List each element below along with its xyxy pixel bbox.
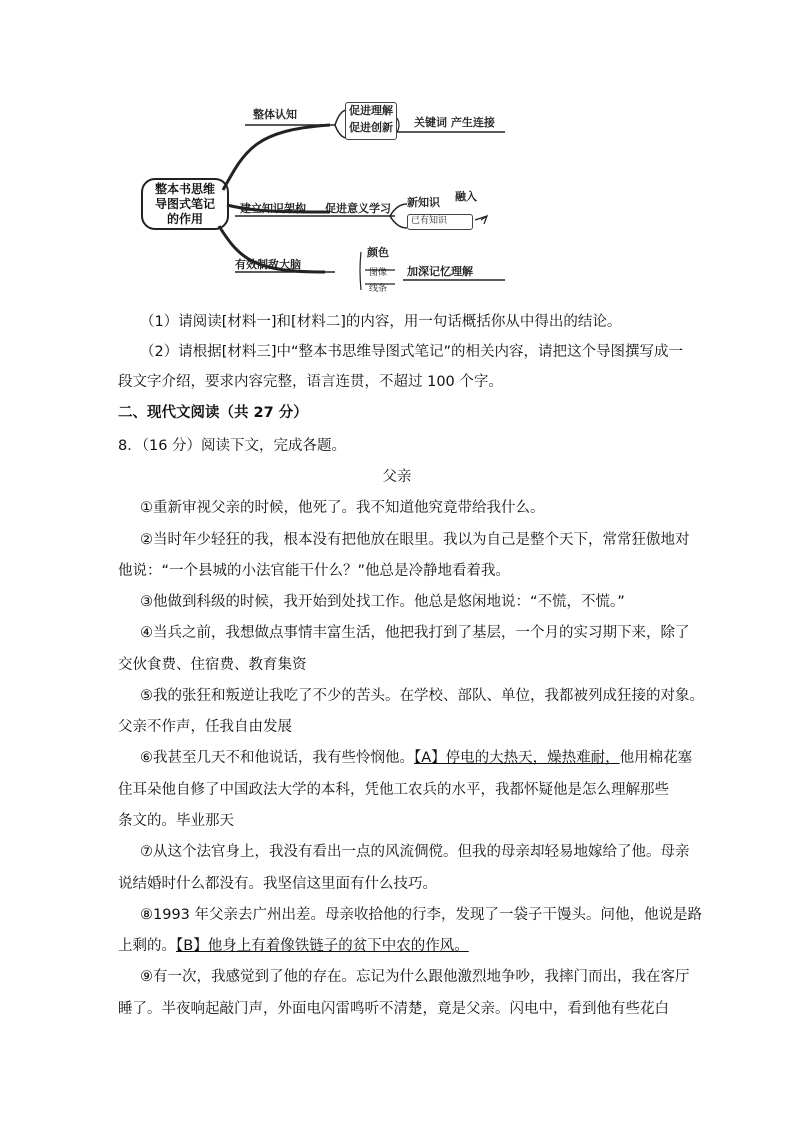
paragraph-6-line-3: 条文的。毕业那天 (118, 813, 234, 829)
branch-brain: 有效制敌大脑 (235, 258, 301, 271)
paragraph-8-marked-b: 【B】他身上有着像铁链子的贫下中农的作风。 (176, 938, 469, 954)
paragraph-4-line-2: 交伙食费、住宿费、教育集资 (118, 657, 307, 673)
branch1-result: 关键词 产生连接 (414, 116, 495, 129)
paragraph-8-text-a: 上剩的。 (118, 938, 176, 954)
mind-map-figure (135, 90, 515, 305)
branch2-new-knowledge: 新知识 (407, 196, 440, 209)
paragraph-9-line-1: ⑨有一次，我感觉到了他的存在。忘记为什么跟他激烈地争吵，我摔门而出，我在客厅 (140, 969, 690, 985)
paragraph-3: ③他做到科级的时候，我开始到处找工作。他总是悠闲地说：“不慌，不慌。” (140, 594, 625, 610)
branch2-meaningful-learning: 促进意义学习 (325, 202, 391, 215)
article-title: 父亲 (382, 469, 412, 485)
branch2-merge: 融入 (455, 190, 477, 203)
paragraph-2-line-2: 他说：“一个县城的小法官能干什么？”他总是冷静地看着我。 (118, 563, 511, 579)
branch1-item-understanding: 促进理解 (349, 104, 393, 117)
paragraph-5-line-1: ⑤我的张狂和叛逆让我吃了不少的苦头。在学校、部队、单位，我都被列成狂接的对象。 (140, 688, 704, 704)
branch1-item-innovation: 促进创新 (349, 121, 393, 134)
question-2-line-1: （2）请根据[材料三]中“整本书思维导图式笔记”的相关内容，请把这个导图撰写成一 (140, 344, 684, 360)
paragraph-6-marked-a: 【A】停电的大热天，燥热难耐， (414, 750, 620, 766)
branch3-item-color: 颜色 (367, 246, 389, 259)
paragraph-1: ①重新审视父亲的时候，他死了。我不知道他究竟带给我什么。 (140, 500, 545, 516)
question-8-instruction: 8．（16 分）阅读下文，完成各题。 (118, 438, 347, 454)
branch2-old-knowledge: 已有知识 (411, 216, 448, 226)
branch3-result: 加深记忆理解 (407, 265, 473, 278)
paragraph-9-line-2: 睡了。半夜响起敲门声，外面电闪雷鸣听不清楚，竟是父亲。闪电中，看到他有些花白 (118, 1001, 669, 1017)
paragraph-7-line-2: 说结婚时什么都没有。我坚信这里面有什么技巧。 (118, 876, 437, 892)
branch3-item-image: 图像 (369, 268, 388, 278)
paragraph-4-line-1: ④当兵之前，我想做点事情丰富生活，他把我打到了基层，一个月的实习期下来，除了 (140, 625, 690, 641)
branch3-item-line: 线条 (369, 284, 388, 294)
paragraph-6-text-a: ⑥我甚至几天不和他说话，我有些怜悯他。 (140, 750, 414, 766)
question-2-line-2: 段文字介绍，要求内容完整，语言连贯，不超过 100 个字。 (118, 374, 503, 390)
center-line-1: 整本书思维 (154, 181, 215, 196)
paragraph-6-line-1 (140, 748, 692, 768)
center-line-2: 导图式笔记 (154, 196, 215, 211)
paragraph-6-line-2: 住耳朵他自修了中国政法大学的本科，凭他工农兵的水平，我都怀疑他是怎么理解那些 (118, 782, 669, 798)
center-line-3: 的作用 (166, 211, 203, 226)
paragraph-8-line-1: ⑧1993 年父亲去广州出差。母亲收拾他的行李，发现了一袋子干馒头。问他，他说是路 (140, 907, 703, 923)
paragraph-7-line-1: ⑦从这个法官身上，我没有看出一点的风流倜傥。但我的母亲却轻易地嫁给了他。母亲 (140, 844, 690, 860)
paragraph-5-line-2: 父亲不作声，任我自由发展 (118, 719, 292, 735)
section-heading: 二、现代文阅读（共 27 分） (118, 405, 308, 421)
branch-knowledge-structure: 建立知识架构 (240, 202, 306, 215)
question-1: （1）请阅读[材料一]和[材料二]的内容，用一句话概括你从中得出的结论。 (140, 314, 622, 330)
paragraph-6-text-c: 他用棉花塞 (619, 750, 693, 766)
paragraph-8-line-2 (118, 936, 469, 956)
paragraph-2-line-1: ②当时年少轻狂的我，根本没有把他放在眼里。我以为自己是整个天下，常常狂傲地对 (140, 532, 690, 548)
branch-overall-cognition: 整体认知 (253, 108, 297, 121)
mind-map-center-node (141, 178, 229, 230)
